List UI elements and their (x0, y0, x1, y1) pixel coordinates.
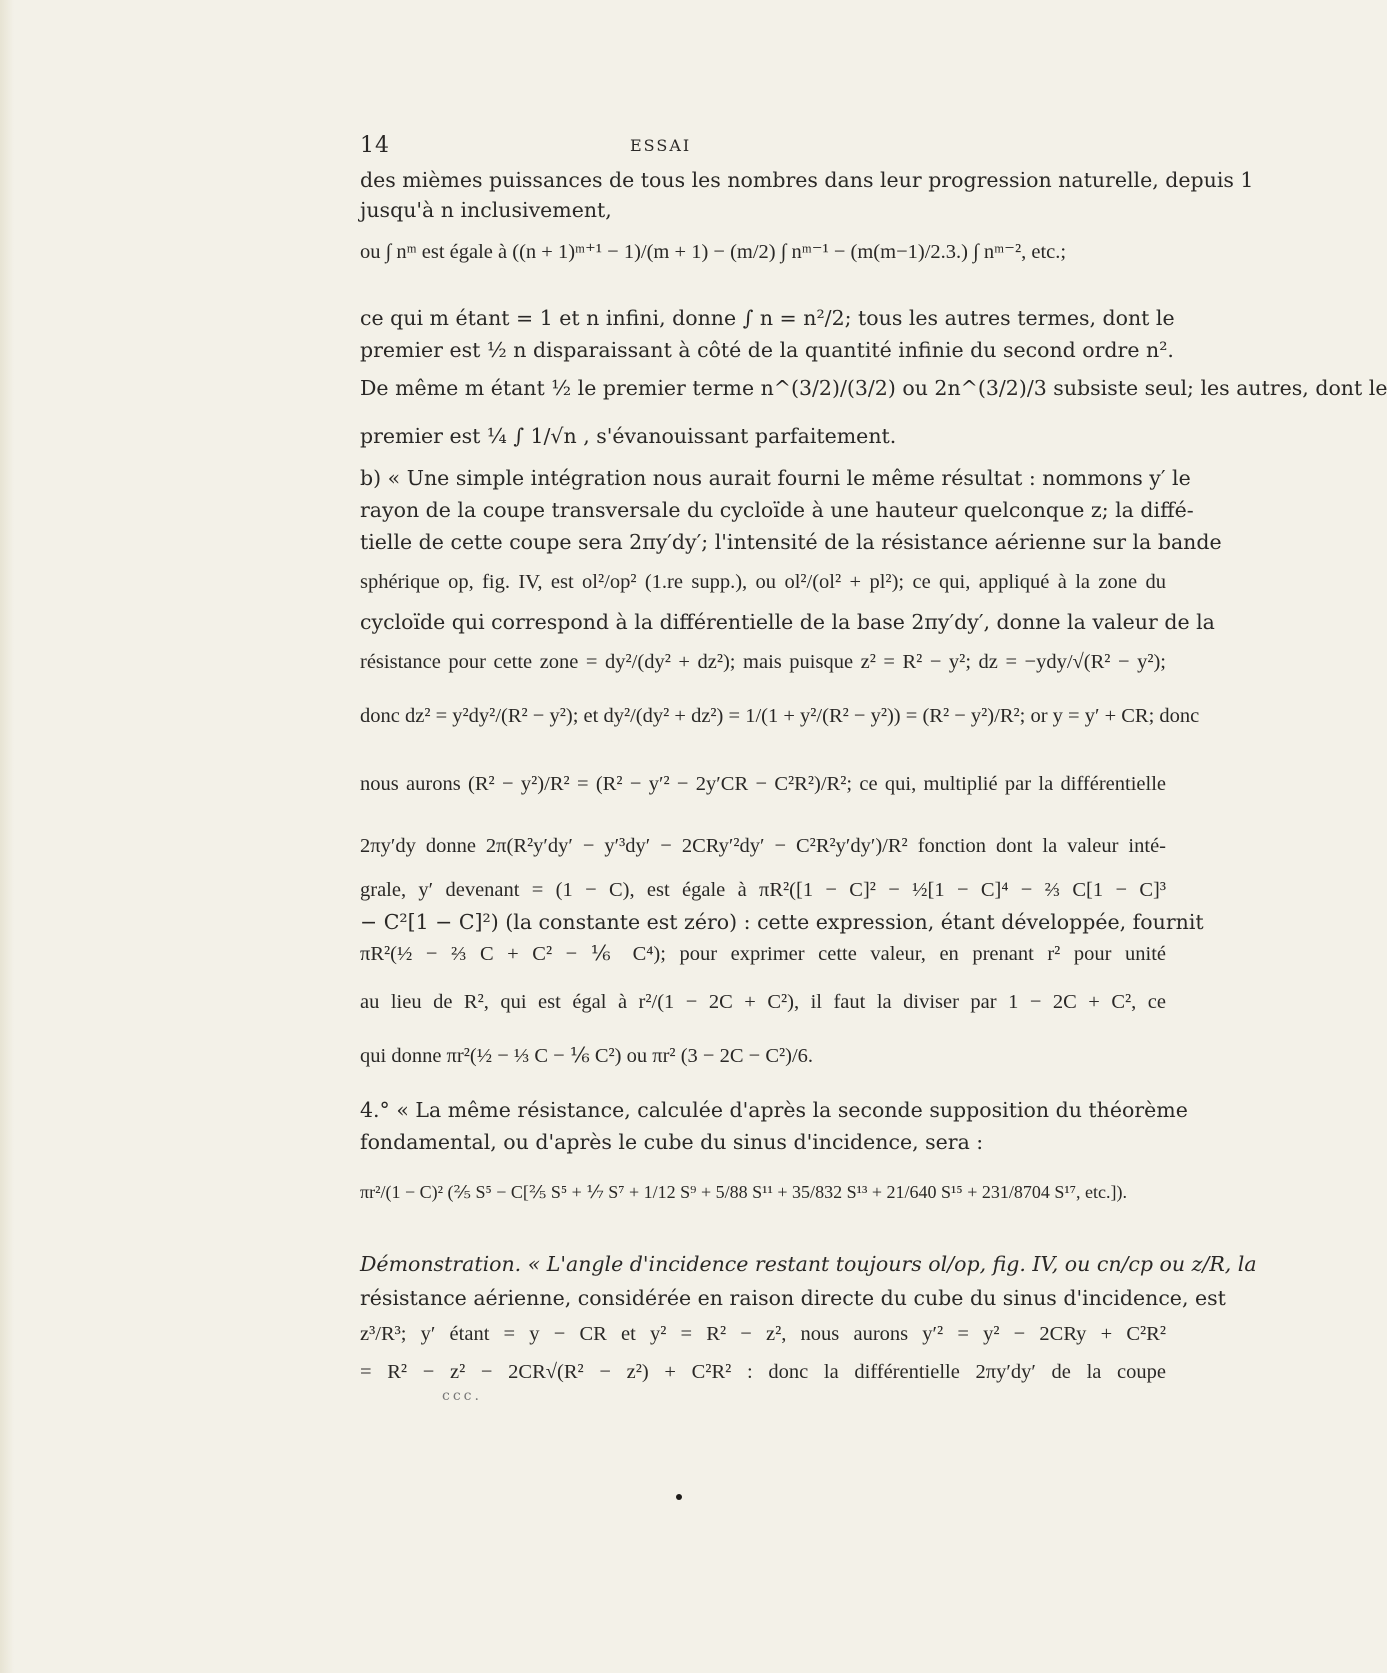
formula-line: = R² − z² − 2CR√(R² − z²) + C²R² : donc la différentielle 2πy′dy′ de la coupe (360, 1361, 1166, 1383)
text-line: résistance aérienne, considérée en raison directe du cube du sinus d'incidence, est (360, 1286, 1226, 1310)
page-number: 14 (360, 133, 390, 158)
text-line: rayon de la coupe transversale du cycloïde à une hauteur quelconque z; la diffé- (360, 498, 1194, 522)
print-dot (676, 1494, 682, 1500)
text-line: ce qui m étant = 1 et n infini, donne ∫ n = n²/2; tous les autres termes, dont le (360, 306, 1175, 330)
text-line: fondamental, ou d'après le cube du sinus d'incidence, sera : (360, 1130, 984, 1154)
formula-line: résistance pour cette zone = dy²/(dy² + dz²); mais puisque z² = R² − y²; dz = −ydy/√(R² − y²); (360, 651, 1166, 673)
page-spine-shadow (0, 0, 14, 1673)
text-line: De même m étant ½ le premier terme n^(3/2)/(3/2) ou 2n^(3/2)/3 subsiste seul; les autres, dont le (360, 376, 1387, 400)
text-line: jusqu'à n inclusivement, (360, 198, 612, 222)
formula-line: πR²(½ − ⅔ C + C² − ⅙ C⁴); pour exprimer cette valeur, en prenant r² pour unité (360, 943, 1166, 965)
text-line: cycloïde qui correspond à la différentielle de la base 2πy′dy′, donne la valeur de la (360, 610, 1215, 634)
formula-line: sphérique op, fig. IV, est ol²/op² (1.re supp.), ou ol²/(ol² + pl²); ce qui, appliqué à la zone du (360, 571, 1166, 593)
formula-line: 2πy′dy donne 2π(R²y′dy′ − y′³dy′ − 2CRy′²dy′ − C²R²y′dy′)/R² fonction dont la valeur inté- (360, 835, 1166, 857)
running-head: ESSAI (630, 136, 692, 155)
text-line: 4.° « La même résistance, calculée d'après la seconde supposition du théorème (360, 1098, 1188, 1122)
formula-line: donc dz² = y²dy²/(R² − y²); et dy²/(dy² + dz²) = 1/(1 + y²/(R² − y²)) = (R² − y²)/R²; or y = y′ + CR; donc (360, 705, 1200, 727)
text-line: premier est ¼ ∫ 1/√n , s'évanouissant parfaitement. (360, 424, 897, 448)
formula-line: nous aurons (R² − y²)/R² = (R² − y′² − 2y′CR − C²R²)/R²; ce qui, multiplié par la différentielle (360, 773, 1166, 795)
text-line: b) « Une simple intégration nous aurait fourni le même résultat : nommons y′ le (360, 466, 1191, 490)
formula-line: πr²/(1 − C)² (⅖ S⁵ − C[⅖ S⁵ + ⅐ S⁷ + 1/12 S⁹ + 5/88 S¹¹ + 35/832 S¹³ + 21/640 S¹⁵ + 231/8704 S¹⁷, etc.]). (360, 1182, 1128, 1202)
formula-line: grale, y′ devenant = (1 − C), est égale à πR²([1 − C]² − ½[1 − C]⁴ − ⅔ C[1 − C]³ (360, 879, 1166, 901)
formula-line: au lieu de R², qui est égal à r²/(1 − 2C + C²), il faut la diviser par 1 − 2C + C², ce (360, 991, 1166, 1013)
text-line: − C²[1 − C]²) (la constante est zéro) : cette expression, étant développée, fournit (360, 910, 1204, 934)
formula-line: z³/R³; y′ étant = y − CR et y² = R² − z², nous aurons y′² = y² − 2CRy + C²R² (360, 1323, 1166, 1345)
formula-line: qui donne πr²(½ − ⅓ C − ⅙ C²) ou πr² (3 − 2C − C²)/6. (360, 1045, 814, 1067)
signature-mark: ccc. (442, 1388, 482, 1404)
page-header (360, 133, 880, 159)
text-line: des mièmes puissances de tous les nombres dans leur progression naturelle, depuis 1 (360, 168, 1254, 192)
text-line: Démonstration. « L'angle d'incidence restant toujours ol/op, fig. IV, ou cn/cp ou z/R, la (360, 1252, 1257, 1276)
text-line: tielle de cette coupe sera 2πy′dy′; l'intensité de la résistance aérienne sur la bande (360, 530, 1222, 554)
formula-line: ou ∫ nᵐ est égale à ((n + 1)ᵐ⁺¹ − 1)/(m + 1) − (m/2) ∫ nᵐ⁻¹ − (m(m−1)/2.3.) ∫ nᵐ⁻², etc.; (360, 241, 1067, 263)
text-line: premier est ½ n disparaissant à côté de la quantité infinie du second ordre n². (360, 338, 1174, 362)
